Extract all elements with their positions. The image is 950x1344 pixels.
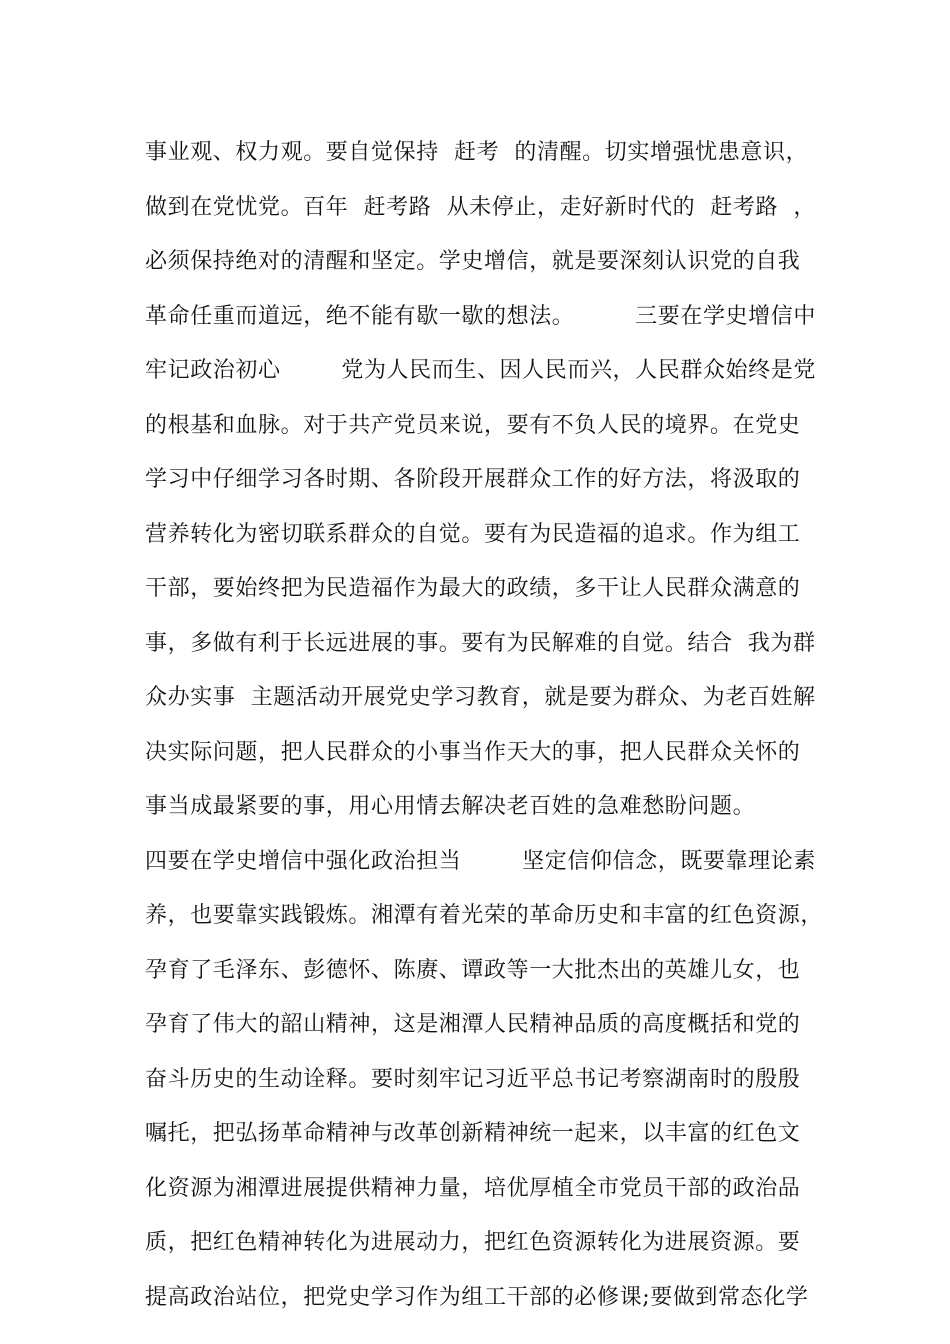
text-line: 营养转化为密切联系群众的自觉。要有为民造福的追求。作为组工 — [145, 521, 801, 547]
text-line: 养，也要靠实践锻炼。湘潭有着光荣的革命历史和丰富的红色资源， — [145, 903, 824, 928]
text-line: 的根基和血脉。对于共产党员来说，要有不负人民的境界。在党史 — [145, 412, 801, 438]
text-line: 革命任重而道远，绝不能有歇一歇的想法。 三要在学史增信中 — [145, 303, 816, 329]
text-line: 孕育了毛泽东、彭德怀、陈赓、谭政等一大批杰出的英雄儿女，也 — [145, 957, 801, 983]
text-line: 事当成最紧要的事，用心用情去解决老百姓的急难愁盼问题。 — [145, 794, 756, 819]
text-line: 奋斗历史的生动诠释。要时刻牢记习近平总书记考察湖南时的殷殷 — [145, 1066, 801, 1092]
text-line: 决实际问题，把人民群众的小事当作天大的事，把人民群众关怀的 — [145, 739, 801, 765]
text-line: 提高政治站位，把党史学习作为组工干部的必修课;要做到常态化学 — [145, 1284, 809, 1310]
text-line: 质，把红色精神转化为进展动力，把红色资源转化为进展资源。要 — [145, 1230, 801, 1255]
body-text — [145, 126, 825, 1325]
text-line: 化资源为湘潭进展提供精神力量，培优厚植全市党员干部的政治品 — [145, 1175, 801, 1201]
text-line: 必须保持绝对的清醒和坚定。学史增信，就是要深刻认识党的自我 — [145, 249, 801, 274]
text-line: 事，多做有利于长远进展的事。要有为民解难的自觉。结合 我为群 — [145, 630, 816, 656]
text-line: 牢记政治初心 党为人民而生、因人民而兴，人民群众始终是党 — [145, 358, 816, 383]
text-line: 事业观、权力观。要自觉保持 赶考 的清醒。切实增强忧患意识， — [145, 140, 809, 165]
text-line: 学习中仔细学习各时期、各阶段开展群众工作的好方法，将汲取的 — [145, 467, 801, 492]
text-line: 四要在学史增信中强化政治担当 坚定信仰信念，既要靠理论素 — [145, 848, 816, 874]
text-line: 孕育了伟大的韶山精神，这是湘潭人民精神品质的高度概括和党的 — [145, 1012, 801, 1037]
text-line: 嘱托，把弘扬革命精神与改革创新精神统一起来，以丰富的红色文 — [145, 1121, 801, 1146]
text-line: 做到在党忧党。百年 赶考路 从未停止，走好新时代的 赶考路 ， — [145, 194, 816, 220]
text-line: 干部，要始终把为民造福作为最大的政绩，多干让人民群众满意的 — [145, 576, 801, 601]
text-line: 众办实事 主题活动开展党史学习教育，就是要为群众、为老百姓解 — [145, 685, 816, 710]
